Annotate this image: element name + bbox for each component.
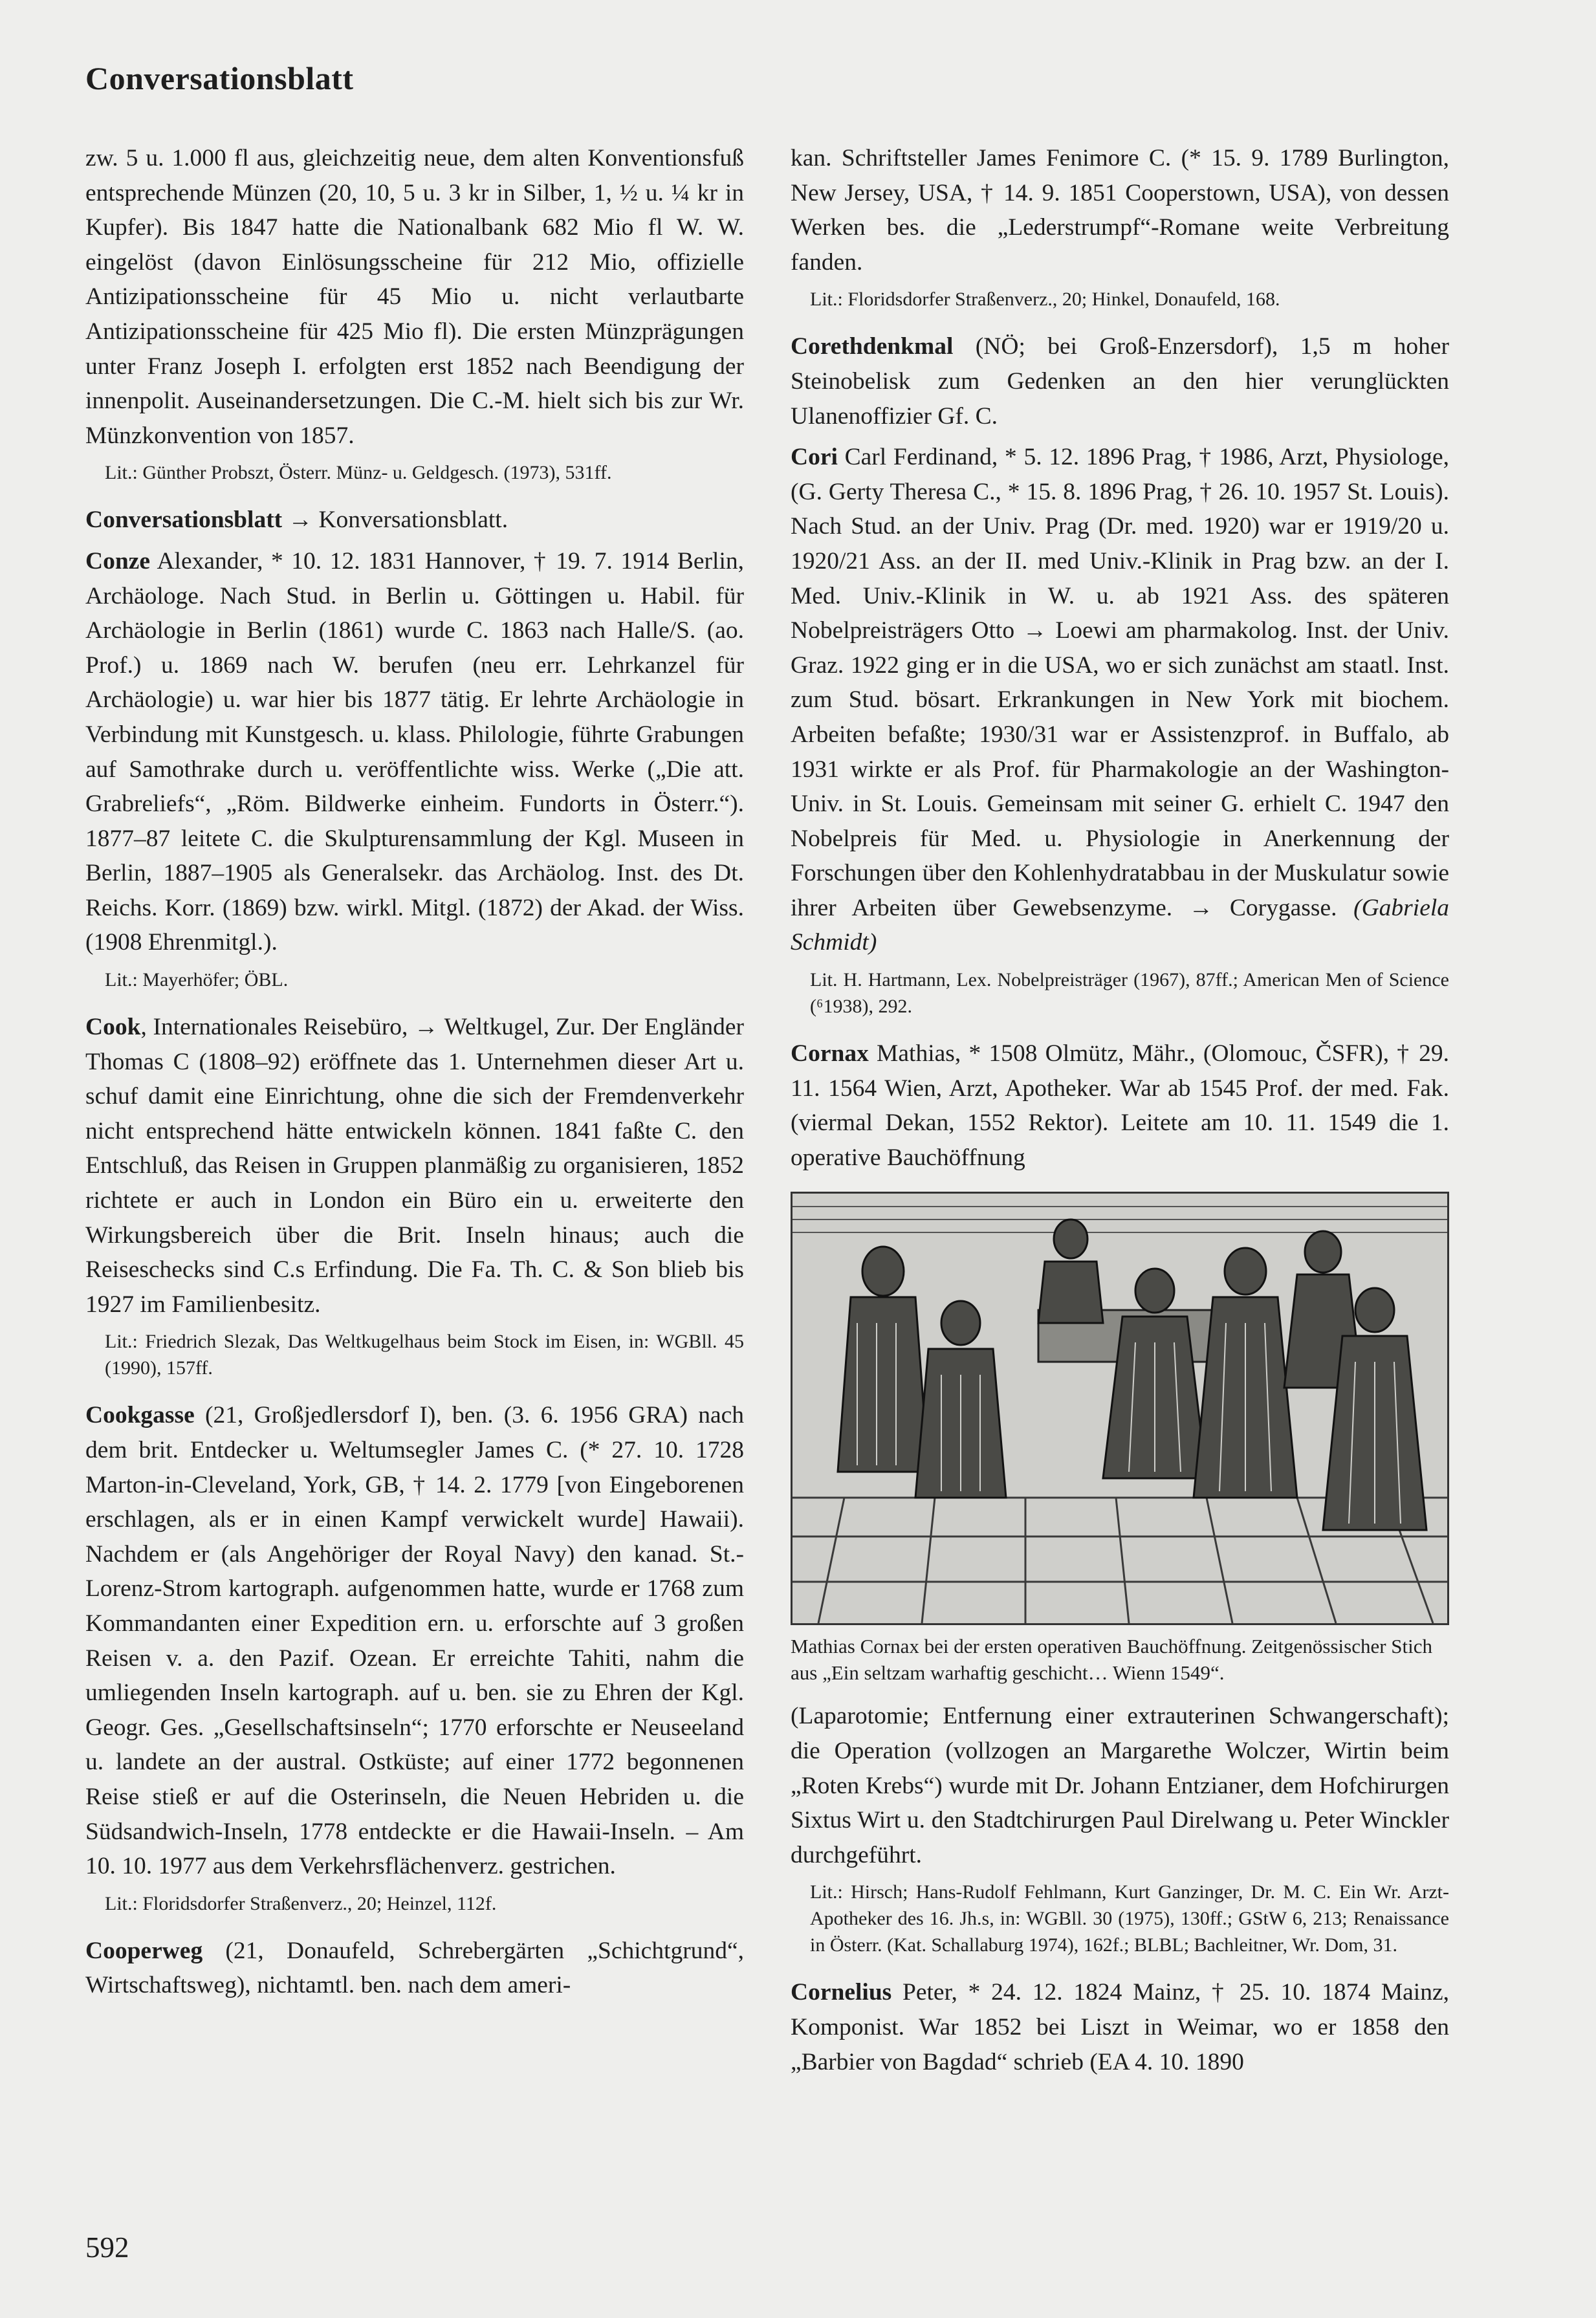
entry-keyword: Cook (85, 1014, 141, 1041)
literature-note: Lit. H. Hartmann, Lex. Nobelpreisträger (1967), 87ff.; American Men of Science (⁶1938), 292. (810, 969, 1449, 1018)
page-number: 592 (85, 2231, 129, 2264)
entry-cornelius: Cornelius Peter, * 24. 12. 1824 Mainz, † 25. 10. 1874 Mainz, Komponist. War 1852 bei Liszt in Weimar, wo er 1858 den „Barbier von Bagdad“ schrieb (EA 4. 10. 1890 (791, 1979, 1449, 2075)
woodcut-illustration (791, 1192, 1449, 1625)
literature-note: Lit.: Günther Probszt, Österr. Münz- u. Geldgesch. (1973), 531ff. (105, 462, 612, 484)
entry-keyword: Cooperweg (85, 1937, 203, 1964)
entry-cornax: Cornax Mathias, * 1508 Olmütz, Mähr., (Olomouc, ČSFR), † 29. 11. 1564 Wien, Arzt, Apotheker. War ab 1545 Prof. der med. Fak. (viermal Dekan, 1552 Rektor). Leitete am 10. 11. 1549 die 1. operative Bauchöffnung (791, 1040, 1449, 1171)
entry-keyword: Cornax (791, 1040, 869, 1067)
entry-conversationsblatt: Conversationsblatt → Konversationsblatt. (85, 507, 508, 534)
literature-note: Lit.: Floridsdorfer Straßenverz., 20; Heinzel, 112f. (105, 1892, 497, 1914)
entry-continuation: zw. 5 u. 1.000 fl aus, gleichzeitig neue, dem alten Konventionsfuß entsprechende Münzen (20, 10, 5 u. 3 kr in Silber, 1, ½ u. ¼ kr in Kupfer). Bis 1847 hatte die Nationalbank 682 Mio fl W. W. eingelöst (davon Einlösungsscheine für 212 Mio, offizielle Antizipationsscheine für 45 Mio u. nicht verlautbarte Antizipationsscheine für 425 Mio fl). Die ersten Münzprägungen unter Franz Joseph I. erfolgten erst 1852 nach Beendigung der innenpolit. Auseinandersetzungen. Die C.-M. hielt sich bis zur Wr. Münzkonvention von 1857. (85, 145, 744, 449)
entry-cook: Cook, Internationales Reisebüro, → Weltkugel, Zur. Der Engländer Thomas C (1808–92) eröffnete das 1. Unternehmen dieser Art u. schuf damit eine Einrichtung, ohne die sich der Fremdenverkehr nicht entsprechend hätte entwickeln können. 1841 faßte C. den Entschluß, das Reisen in Gruppen planmäßig zu organisieren, 1852 richtete er auch in London ein Büro ein u. erweiterte den Wirkungsbereich über die Brit. Inseln hinaus; auch die Reiseschecks sind C.s Erfindung. Die Fa. Th. C. & Son blieb bis 1927 im Familienbesitz. (85, 1014, 744, 1318)
entry-conze: Conze Alexander, * 10. 12. 1831 Hannover, † 19. 7. 1914 Berlin, Archäologe. Nach Stud. in Berlin u. Göttingen u. Habil. für Archäologie in Berlin (1861) wurde C. 1863 nach Halle/S. (ao. Prof.) u. 1869 nach W. berufen (neu err. Lehrkanzel für Archäologie) u. war hier bis 1877 tätig. Er lehrte Archäologie in Verbindung mit Kunstgesch. u. klass. Philologie, führte Grabungen auf Samothrake durch u. veröffentlichte wiss. Werke („Die att. Grabreliefs“, „Röm. Bildwerke einheim. Fundorts in Österr.“). 1877–87 leitete C. die Skulpturensammlung der Kgl. Museen in Berlin, 1887–1905 als Generalsekr. das Archäolog. Inst. des Dt. Reichs. Korr. (1869) bzw. wirkl. Mitgl. (1872) der Akad. der Wiss. (1908 Ehrenmitgl.). (85, 547, 744, 956)
entry-corethdenkmal: Corethdenkmal (NÖ; bei Groß-Enzersdorf), 1,5 m hoher Steinobelisk zum Gedenken an den hier verunglückten Ulanenoffizier Gf. C. (791, 333, 1449, 430)
entry-continuation: (Laparotomie; Entfernung einer extrauterinen Schwangerschaft); die Operation (vollzogen an Margarethe Wolczer, Wirtin beim „Roten Krebs“) wurde mit Dr. Johann Entzianer, dem Hofchirurgen Sixtus Wirt u. den Stadtchirurgen Paul Direlwang u. Peter Winckler durchgeführt. (791, 1703, 1449, 1868)
author-signature: (Gabriela Schmidt) (791, 894, 1450, 956)
entry-cori: Cori Carl Ferdinand, * 5. 12. 1896 Prag, † 1986, Arzt, Physiologe, (G. Gerty Theresa C., * 15. 8. 1896 Prag, † 26. 10. 1957 St. Louis). Nach Stud. an der Univ. Prag (Dr. med. 1920) war er 1919/20 u. 1920/21 Ass. an der II. med Univ.-Klinik in Prag bzw. an der I. Med. Univ.-Klinik in W. u. ab 1921 Ass. des späteren Nobelpreisträgers Otto → Loewi am pharmakolog. Inst. der Univ. Graz. 1922 ging er in die USA, wo er sich zunächst am staatl. Inst. zum Stud. bösart. Erkrankungen in New York mit biochem. Arbeiten befaßte; 1930/31 war er Assistenzprof. in Buffalo, ab 1931 wirkte er als Prof. für Pharmakologie an der Washington-Univ. in St. Louis. Gemeinsam mit seiner G. erhielt C. 1947 den Nobelpreis für Med. u. Physiologie in Anerkennung der Forschungen über den Kohlenhydratabbau in der Muskulatur sowie ihrer Arbeiten über Gewebsenzyme. → Corygasse. (Gabriela Schmidt) (791, 444, 1450, 956)
entry-continuation: kan. Schriftsteller James Fenimore C. (* 15. 9. 1789 Burlington, New Jersey, USA, † 14. 9. 1851 Cooperstown, USA), von dessen Werken bes. die „Lederstrumpf“-Romane weite Verbreitung fanden. (791, 145, 1449, 276)
entry-keyword: Cookgasse (85, 1402, 195, 1429)
entry-keyword: Conze (85, 547, 150, 574)
entry-keyword: Cori (791, 444, 838, 471)
figure-caption: Mathias Cornax bei der ersten operativen Bauchöffnung. Zeitgenössischer Stich aus „Ein seltzam warhaftig geschicht… Wienn 1549“. (791, 1635, 1433, 1685)
running-head: Conversationsblatt (85, 60, 354, 96)
entry-cookgasse: Cookgasse (21, Großjedlersdorf I), ben. (3. 6. 1956 GRA) nach dem brit. Entdecker u. Weltumsegler James C. (* 27. 10. 1728 Marton-in-Cleveland, York, GB, † 14. 2. 1779 [von Eingeborenen erschlagen, als er in einen Kampf verwickelt wurde] Hawaii). Nachdem er (als Angehöriger der Royal Navy) den kanad. St.-Lorenz-Strom kartograph. aufgenommen hatte, wurde er 1768 zum Kommandanten einer Expedition ern. u. erforschte auf 3 großen Reisen v. a. den Pazif. Ozean. Er erreichte Tahiti, nahm die umliegenden Inseln kartograph. auf u. ben. sie zu Ehren der Kgl. Geogr. Ges. „Gesellschaftsinseln“; 1770 erforschte er Neuseeland u. landete an der austral. Ostküste; auf einer 1772 begonnenen Reise stieß er auf die Osterinseln, die Neuen Hebriden u. die Südsandwich-Inseln, 1778 entdeckte er die Hawaii-Inseln. – Am 10. 10. 1977 aus dem Verkehrsflächenverz. gestrichen. (85, 1402, 744, 1880)
entry-keyword: Corethdenkmal (791, 333, 954, 360)
engraving-image (793, 1194, 1447, 1623)
entry-cooperweg: Cooperweg (21, Donaufeld, Schrebergärten „Schichtgrund“, Wirtschaftsweg), nichtamtl. ben. nach dem ameri- (85, 1937, 744, 1999)
literature-note: Lit.: Mayerhöfer; ÖBL. (105, 969, 289, 991)
literature-note: Lit.: Hirsch; Hans-Rudolf Fehlmann, Kurt Ganzinger, Dr. M. C. Ein Wr. Arzt-Apotheker des 16. Jh.s, in: WGBll. 30 (1975), 130ff.; GStW 6, 213; Renaissance in Österr. (Kat. Schallaburg 1974), 162f.; BLBL; Bachleitner, Wr. Dom, 31. (810, 1881, 1449, 1956)
literature-note: Lit.: Friedrich Slezak, Das Weltkugelhaus beim Stock im Eisen, in: WGBll. 45 (1990), 157ff. (105, 1331, 744, 1379)
entry-keyword: Conversationsblatt (85, 507, 283, 534)
right-column (791, 141, 1449, 2086)
literature-note: Lit.: Floridsdorfer Straßenverz., 20; Hinkel, Donaufeld, 168. (810, 289, 1280, 311)
left-column (85, 141, 744, 2009)
entry-keyword: Cornelius (791, 1979, 892, 2006)
